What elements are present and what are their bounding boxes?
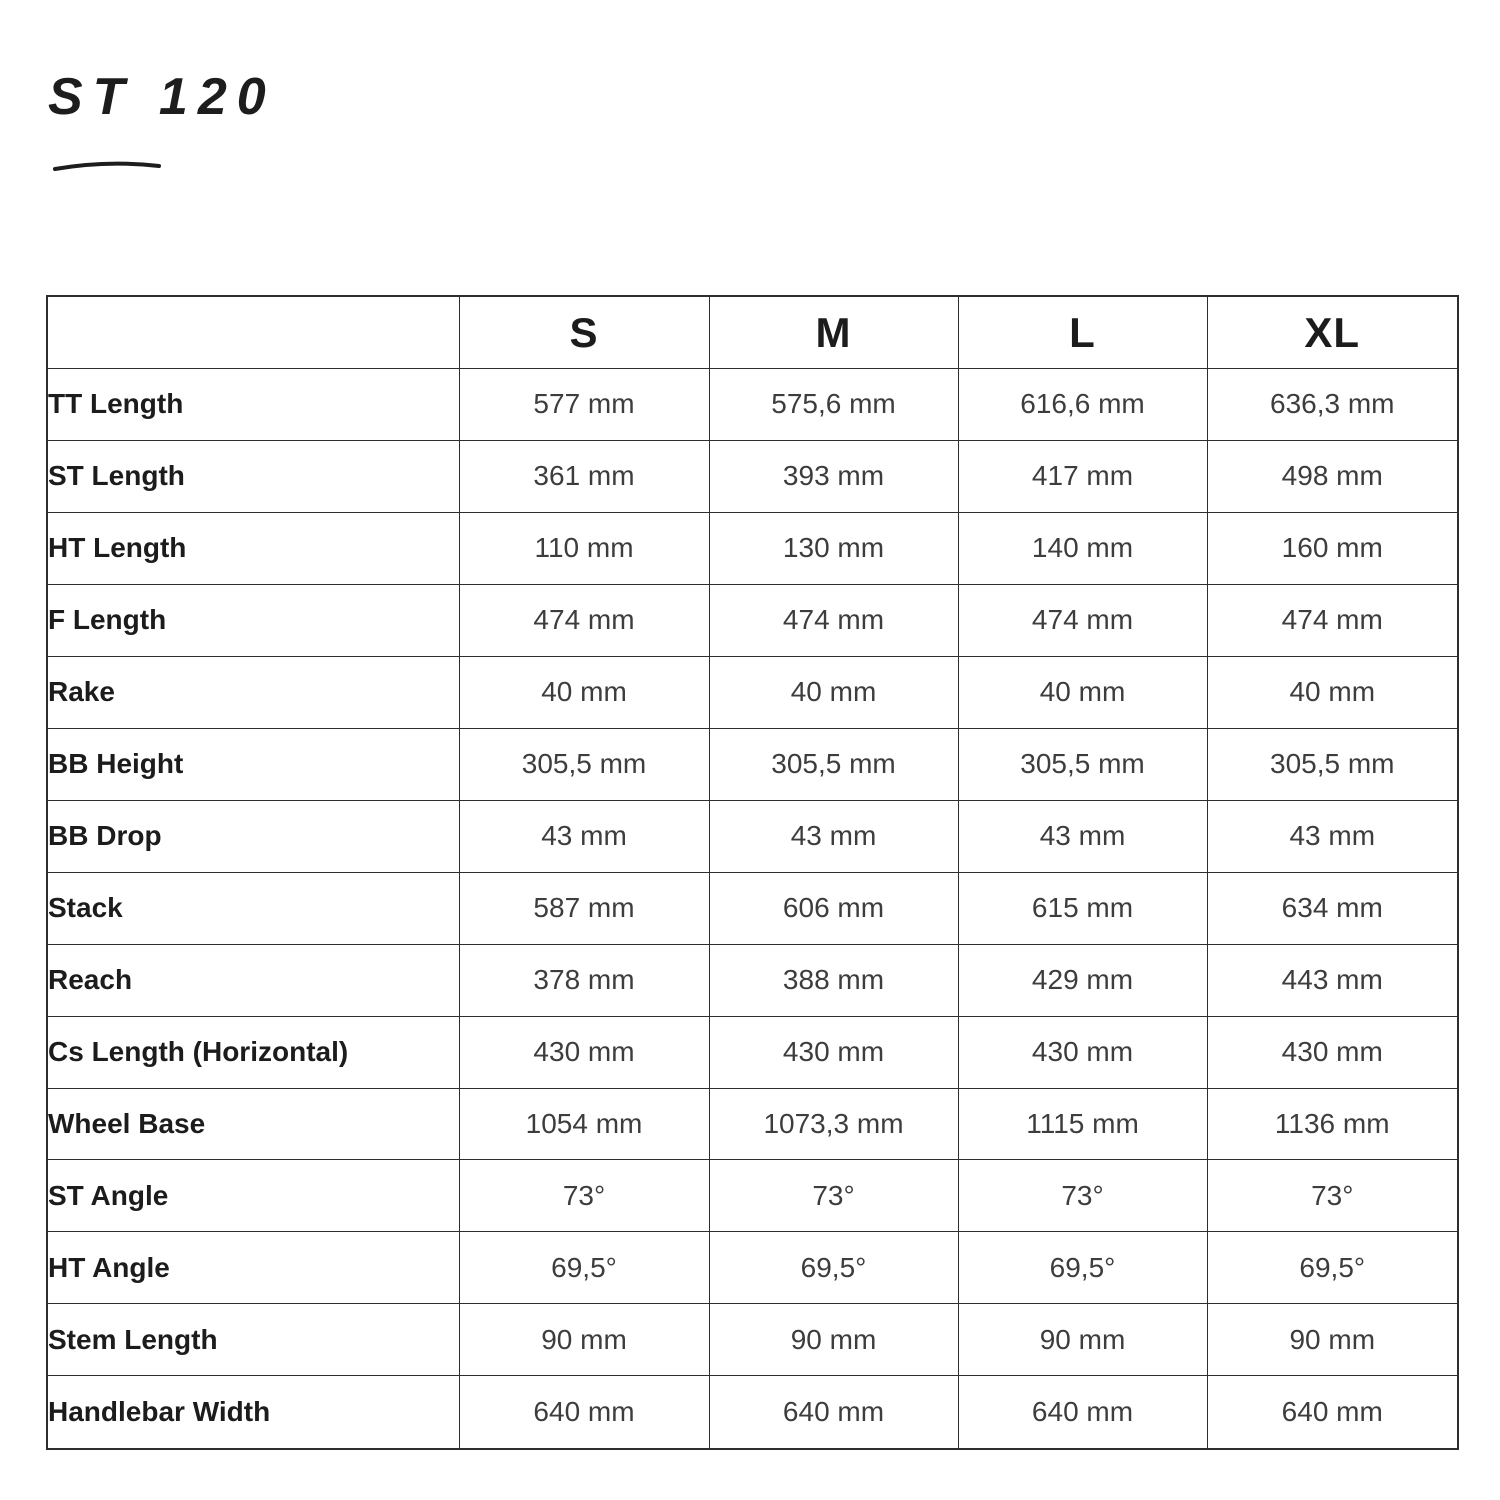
table-row	[47, 728, 1458, 800]
value-cell: 577 mm	[459, 369, 709, 441]
value-cell: 43 mm	[958, 800, 1207, 872]
geometry-table-body	[47, 369, 1458, 1450]
value-cell: 69,5°	[958, 1232, 1207, 1304]
value-cell: 640 mm	[958, 1376, 1207, 1449]
table-row	[47, 440, 1458, 512]
value-cell: 640 mm	[1207, 1376, 1458, 1449]
table-row	[47, 944, 1458, 1016]
value-cell: 305,5 mm	[958, 728, 1207, 800]
table-row	[47, 369, 1458, 441]
row-label: Cs Length (Horizontal)	[47, 1016, 459, 1088]
table-row	[47, 512, 1458, 584]
value-cell: 388 mm	[709, 944, 958, 1016]
table-row	[47, 872, 1458, 944]
value-cell: 575,6 mm	[709, 369, 958, 441]
row-label: HT Length	[47, 512, 459, 584]
value-cell: 40 mm	[709, 656, 958, 728]
value-cell: 361 mm	[459, 440, 709, 512]
value-cell: 474 mm	[709, 584, 958, 656]
value-cell: 606 mm	[709, 872, 958, 944]
value-cell: 110 mm	[459, 512, 709, 584]
row-label: Reach	[47, 944, 459, 1016]
value-cell: 90 mm	[958, 1304, 1207, 1376]
page-title: ST 120	[48, 68, 276, 126]
value-cell: 474 mm	[459, 584, 709, 656]
table-row	[47, 656, 1458, 728]
value-cell: 43 mm	[459, 800, 709, 872]
value-cell: 393 mm	[709, 440, 958, 512]
column-header-l: L	[958, 296, 1207, 369]
value-cell: 634 mm	[1207, 872, 1458, 944]
value-cell: 40 mm	[459, 656, 709, 728]
row-label: Handlebar Width	[47, 1376, 459, 1449]
value-cell: 474 mm	[958, 584, 1207, 656]
column-header-s: S	[459, 296, 709, 369]
value-cell: 305,5 mm	[459, 728, 709, 800]
table-row	[47, 1232, 1458, 1304]
table-row	[47, 1088, 1458, 1160]
value-cell: 43 mm	[709, 800, 958, 872]
table-row	[47, 1304, 1458, 1376]
value-cell: 69,5°	[1207, 1232, 1458, 1304]
value-cell: 73°	[958, 1160, 1207, 1232]
row-label: Rake	[47, 656, 459, 728]
row-label: Wheel Base	[47, 1088, 459, 1160]
row-label: BB Height	[47, 728, 459, 800]
header-row	[47, 296, 1458, 369]
value-cell: 640 mm	[459, 1376, 709, 1449]
value-cell: 443 mm	[1207, 944, 1458, 1016]
row-label: BB Drop	[47, 800, 459, 872]
table-row	[47, 1376, 1458, 1449]
table-row	[47, 584, 1458, 656]
row-label: Stem Length	[47, 1304, 459, 1376]
table-row	[47, 1016, 1458, 1088]
value-cell: 430 mm	[958, 1016, 1207, 1088]
value-cell: 1115 mm	[958, 1088, 1207, 1160]
value-cell: 73°	[459, 1160, 709, 1232]
row-label: TT Length	[47, 369, 459, 441]
value-cell: 73°	[709, 1160, 958, 1232]
value-cell: 130 mm	[709, 512, 958, 584]
value-cell: 305,5 mm	[709, 728, 958, 800]
value-cell: 40 mm	[1207, 656, 1458, 728]
value-cell: 140 mm	[958, 512, 1207, 584]
column-header-xl: XL	[1207, 296, 1458, 369]
value-cell: 305,5 mm	[1207, 728, 1458, 800]
value-cell: 378 mm	[459, 944, 709, 1016]
row-label: ST Angle	[47, 1160, 459, 1232]
value-cell: 69,5°	[459, 1232, 709, 1304]
title-underline-swoosh	[52, 156, 162, 174]
value-cell: 430 mm	[709, 1016, 958, 1088]
value-cell: 90 mm	[459, 1304, 709, 1376]
value-cell: 69,5°	[709, 1232, 958, 1304]
value-cell: 40 mm	[958, 656, 1207, 728]
geometry-table	[46, 295, 1459, 1450]
table-row	[47, 800, 1458, 872]
row-label: F Length	[47, 584, 459, 656]
value-cell: 498 mm	[1207, 440, 1458, 512]
value-cell: 160 mm	[1207, 512, 1458, 584]
value-cell: 636,3 mm	[1207, 369, 1458, 441]
value-cell: 1136 mm	[1207, 1088, 1458, 1160]
value-cell: 90 mm	[1207, 1304, 1458, 1376]
value-cell: 640 mm	[709, 1376, 958, 1449]
value-cell: 90 mm	[709, 1304, 958, 1376]
corner-cell	[47, 296, 459, 369]
value-cell: 73°	[1207, 1160, 1458, 1232]
value-cell: 417 mm	[958, 440, 1207, 512]
value-cell: 1054 mm	[459, 1088, 709, 1160]
value-cell: 615 mm	[958, 872, 1207, 944]
row-label: ST Length	[47, 440, 459, 512]
row-label: HT Angle	[47, 1232, 459, 1304]
value-cell: 429 mm	[958, 944, 1207, 1016]
geometry-table-header	[47, 296, 1458, 369]
value-cell: 616,6 mm	[958, 369, 1207, 441]
value-cell: 43 mm	[1207, 800, 1458, 872]
value-cell: 1073,3 mm	[709, 1088, 958, 1160]
value-cell: 430 mm	[459, 1016, 709, 1088]
value-cell: 474 mm	[1207, 584, 1458, 656]
value-cell: 430 mm	[1207, 1016, 1458, 1088]
row-label: Stack	[47, 872, 459, 944]
value-cell: 587 mm	[459, 872, 709, 944]
column-header-m: M	[709, 296, 958, 369]
table-row	[47, 1160, 1458, 1232]
